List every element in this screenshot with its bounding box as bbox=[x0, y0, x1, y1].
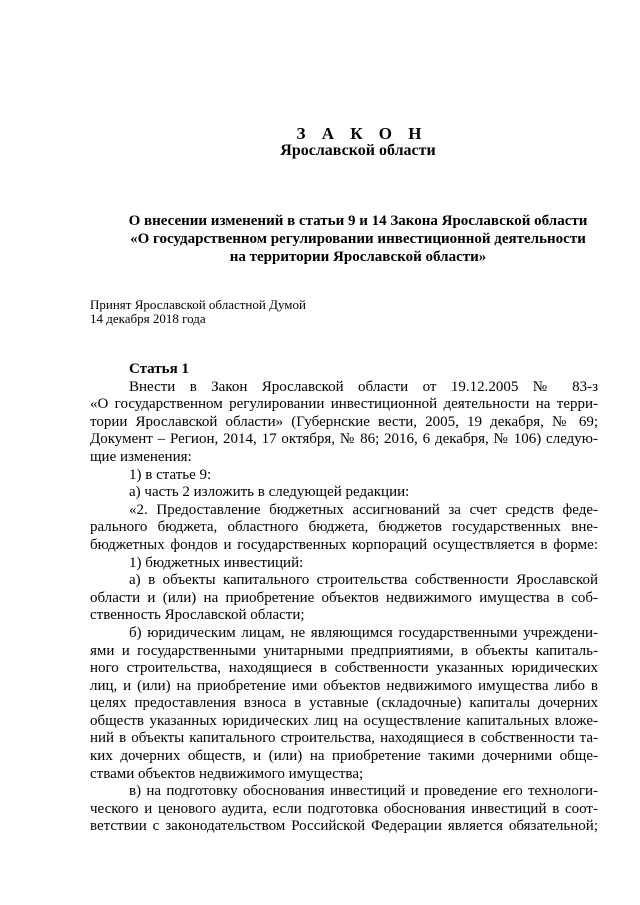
body-line: ствами объектов недвижимого имущества; bbox=[90, 765, 364, 782]
body-line: ких дочерних обществ, и (или) на приобретение такими дочерними обще- bbox=[90, 748, 598, 765]
body-line: тории Ярославской области» (Губернские вести, 2005, 19 декабря, № 69; bbox=[90, 413, 598, 430]
article-title: Статья 1 bbox=[129, 361, 189, 377]
body-line: ний в объекты капитального строительства, находящиеся в собственности та- bbox=[90, 730, 598, 747]
body-line: б) юридическим лицам, не являющимся государственными учреждени- bbox=[129, 624, 598, 641]
body-line: а) в объекты капитального строительства собственности Ярославской bbox=[129, 572, 598, 589]
body-line: Документ – Регион, 2014, 17 октября, № 86; 2016, 6 декабря, № 106) следую- bbox=[90, 431, 598, 448]
body-line: 1) в статье 9: bbox=[129, 466, 212, 483]
body-line: ного строительства, находящиеся в собственности указанных юридических bbox=[90, 660, 598, 677]
body-line: рального бюджета, областного бюджета, бюджетов государственных вне- bbox=[90, 519, 598, 536]
body-line: области и (или) на приобретение объектов недвижимого имущества в соб- bbox=[90, 589, 598, 606]
body-line: щие изменения: bbox=[90, 448, 192, 465]
article-body bbox=[90, 361, 598, 836]
body-line: целях предоставления взноса в уставные (складочные) капиталы дочерних bbox=[90, 695, 598, 712]
body-line: ческого и ценового аудита, если подготовка обоснования инвестиций в соот- bbox=[90, 800, 598, 817]
body-line: обществ указанных юридических лиц на осуществление капитальных вложе- bbox=[90, 712, 598, 729]
body-line: лиц, и (или) на приобретение ими объектов недвижимого имущества либо в bbox=[90, 677, 598, 694]
body-line: «2. Предоставление бюджетных ассигнований за счет средств феде- bbox=[129, 501, 598, 518]
adoption-date: 14 декабря 2018 года bbox=[90, 311, 206, 326]
body-line: «О государственном регулировании инвестиционной деятельности на терри- bbox=[90, 396, 598, 413]
body-line: ственность Ярославской области; bbox=[90, 607, 305, 624]
law-region: Ярославской области bbox=[280, 142, 436, 159]
heading-line: на территории Ярославской области» bbox=[229, 249, 487, 265]
heading-line: «О государственном регулировании инвестиционной деятельности bbox=[130, 231, 586, 247]
body-line: Внести в Закон Ярославской области от 19.12.2005 № 83-з bbox=[129, 378, 598, 395]
body-line: а) часть 2 изложить в следующей редакции: bbox=[129, 484, 410, 501]
body-line: в) на подготовку обоснования инвестиций и проведение его технологи- bbox=[129, 783, 598, 800]
body-line: ями и государственными унитарными предприятиями, в объекты капиталь- bbox=[90, 642, 598, 659]
body-line: 1) бюджетных инвестиций: bbox=[129, 554, 304, 571]
heading-line: О внесении изменений в статьи 9 и 14 Закона Ярославской области bbox=[128, 213, 588, 229]
law-title: З А К О Н bbox=[296, 124, 428, 143]
adoption-note bbox=[90, 298, 306, 326]
law-heading bbox=[0, 212, 640, 266]
body-line: бюджетных фондов и государственных корпораций осуществляется в форме: bbox=[90, 536, 598, 553]
body-line: ветствии с законодательством Российской Федерации является обязательной; bbox=[90, 818, 598, 835]
adoption-line: Принят Ярославской областной Думой bbox=[90, 297, 306, 312]
